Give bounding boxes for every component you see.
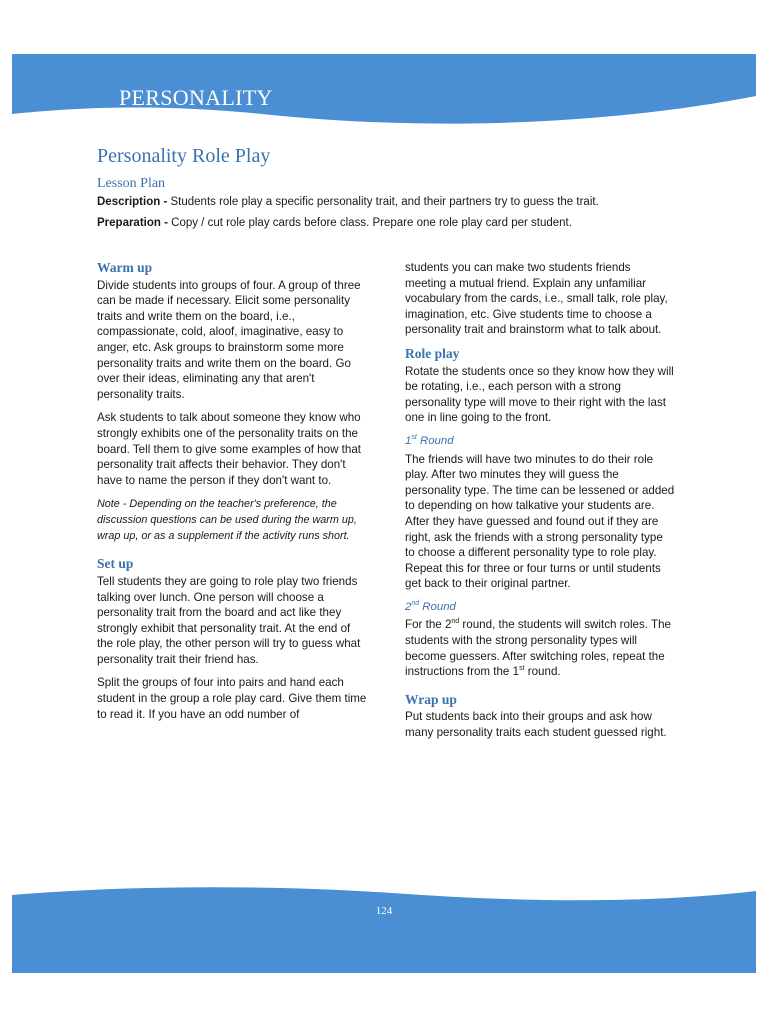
set-up-paragraph-2: Split the groups of four into pairs and hand each student in the group a role play card. Give them time to read it. If you have an odd number of	[97, 676, 367, 721]
round-2-suffix: nd	[411, 600, 420, 608]
right-column	[405, 260, 675, 749]
round-2-text-end: round.	[524, 665, 561, 679]
page-number: 124	[375, 905, 393, 917]
warm-up-paragraph-2: Ask students to talk about someone they know who strongly exhibits one of the personality traits on the board. Tell them to give some examples of how that personality trait affects their behavior. They don't have to name the person if they don't want to.	[97, 411, 362, 487]
round-2-text-sup-2: st	[519, 665, 525, 673]
preparation-label: Preparation -	[97, 217, 168, 229]
set-up-paragraph-1: Tell students they are going to role play two friends talking over lunch. One person will choose a personality trait from the board and act like they strongly exhibit that personality trait. At the end of the role play, the other person will try to guess what personality trait their friend has.	[97, 574, 361, 666]
round-2-text	[405, 617, 675, 679]
round-1-number: 1	[405, 434, 412, 447]
round-2-heading	[405, 600, 675, 616]
left-column	[97, 260, 369, 730]
preparation-line	[97, 216, 572, 230]
wrap-up-heading: Wrap up	[405, 691, 457, 707]
round-2-text-sup-1: nd	[451, 618, 460, 626]
warm-up-paragraph-1: Divide students into groups of four. A group of three can be made if necessary. Elicit some personality traits and write them on the board, i.e., compassionate, cold, aloof, imaginative, easy to anger, etc. Ask groups to brainstorm some more personality traits and write them on the board. Go over their ideas, eliminating any that aren't personality traits.	[97, 278, 361, 401]
round-2-label: Round	[419, 600, 456, 613]
round-1-heading	[405, 434, 675, 450]
page-title: Personality Role Play	[97, 145, 271, 167]
wrap-up-paragraph: Put students back into their groups and ask how many personality traits each student guessed right.	[405, 710, 667, 740]
preparation-text: Copy / cut role play cards before class. Prepare one role play card per student.	[167, 217, 572, 229]
footer-band	[12, 883, 756, 973]
warm-up-note: Note - Depending on the teacher's preference, the discussion questions can be used during the warm up, wrap up, or as a supplement if the activity runs short.	[97, 498, 357, 543]
round-1-label: Round	[416, 434, 454, 447]
role-play-paragraph-1: Rotate the students once so they know how they will be rotating, i.e., each person with a strong personality type will move to their right with the last one in line going to the front.	[405, 364, 674, 425]
round-1-suffix: st	[411, 434, 417, 442]
warm-up-heading: Warm up	[97, 260, 153, 275]
lesson-plan-heading: Lesson Plan	[97, 176, 166, 191]
description-text: Students role play a specific personality trait, and their partners try to guess the trait.	[167, 196, 599, 208]
set-up-paragraph-3: students you can make two students friends meeting a mutual friend. Explain any unfamiliar vocabulary from the cards, i.e., small talk, role play, imagination, etc. Give students time to choose a personality trait and brainstorm what to talk about.	[405, 261, 668, 337]
set-up-heading: Set up	[97, 556, 134, 572]
role-play-heading: Role play	[405, 345, 460, 361]
description-line	[97, 195, 599, 209]
header-title: PERSONALITY	[119, 85, 273, 110]
round-1-text: The friends will have two minutes to do their role play. After two minutes they will guess the personality type. The time can be lessened or added to depending on how talkative your students are. After they have guessed and found out if they are right, ask the friends with a strong personality type to choose a different personality type to role play. Repeat this for three or four turns or until students get back to their original partner.	[405, 452, 675, 591]
round-2-number: 2	[405, 600, 412, 613]
round-2-text-middle: round, the students will switch roles. The students with the strong personality types will become guessers. After switching roles, repeat the instructions from the 1	[405, 618, 671, 679]
round-2-text-start: For the 2	[405, 618, 452, 632]
description-label: Description -	[97, 196, 168, 208]
